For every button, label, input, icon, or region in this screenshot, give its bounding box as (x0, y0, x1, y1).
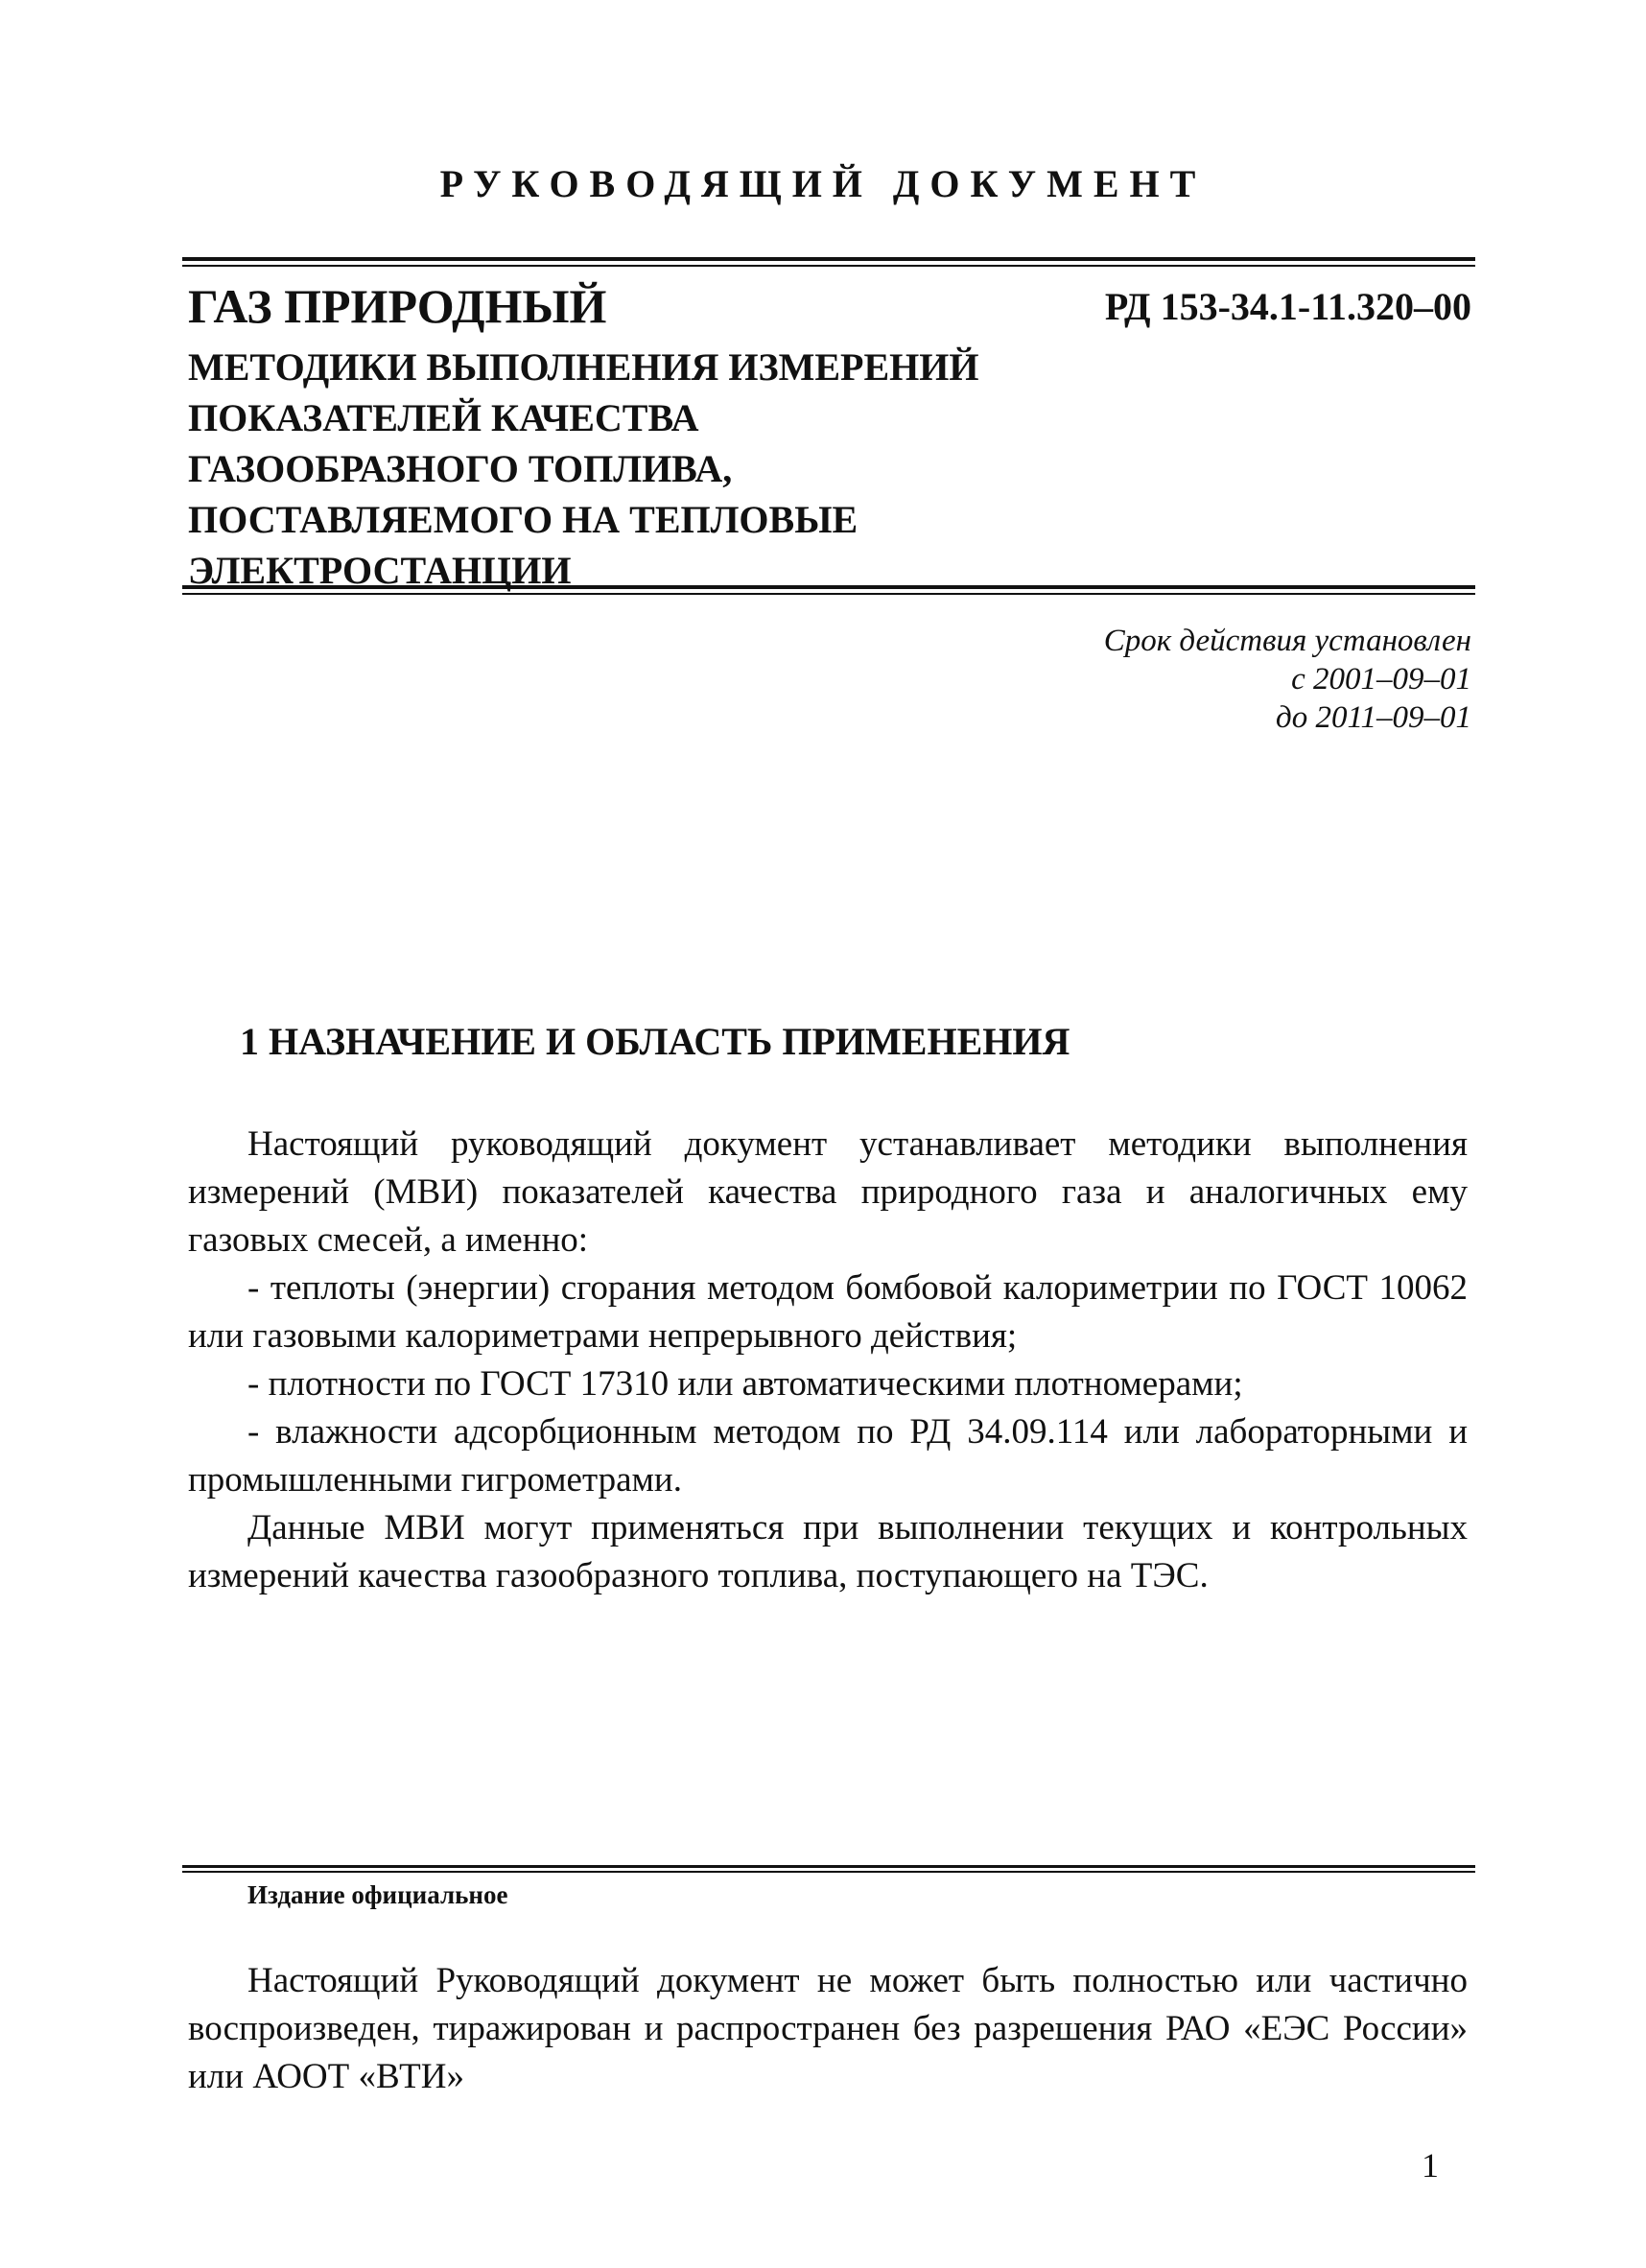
list-item: - влажности адсорбционным методом по РД 34.09.114 или лабораторными и промышленными гигрометрами. (188, 1412, 1468, 1500)
section-heading: 1 НАЗНАЧЕНИЕ И ОБЛАСТЬ ПРИМЕНЕНИЯ (240, 1020, 1070, 1063)
header-top-rule (182, 257, 1475, 267)
header-bottom-rule (182, 585, 1475, 595)
copyright-notice: Настоящий Руководящий документ не может быть полностью или частично воспроизведен, тиражирован и распространен без разрешения РАО «ЕЭС России» или АООТ «ВТИ» (188, 1961, 1468, 2096)
validity-label: Срок действия установлен (1103, 624, 1471, 658)
validity-period (1104, 622, 1471, 737)
validity-from: с 2001–09–01 (1291, 662, 1471, 697)
list-item: - плотности по ГОСТ 17310 или автоматическими плотномерами; (247, 1364, 1243, 1404)
subtitle-line: ГАЗООБРАЗНОГО ТОПЛИВА, (188, 447, 733, 490)
closing-paragraph: Данные МВИ могут применяться при выполнении текущих и контрольных измерений качества газообразного топлива, поступающего на ТЭС. (188, 1508, 1468, 1595)
document-code: РД 153-34.1-11.320–00 (1104, 285, 1471, 328)
subtitle-line: ПОСТАВЛЯЕМОГО НА ТЕПЛОВЫЕ (188, 498, 858, 541)
document-title: ГАЗ ПРИРОДНЫЙ (188, 279, 607, 333)
list-item: - теплоты (энергии) сгорания методом бомбовой калориметрии по ГОСТ 10062 или газовыми калориметрами непрерывного действия; (188, 1268, 1468, 1356)
validity-to: до 2011–09–01 (1276, 700, 1471, 735)
subtitle-line: ПОКАЗАТЕЛЕЙ КАЧЕСТВА (188, 396, 699, 439)
section-body (188, 1121, 1468, 1600)
document-subtitle (188, 342, 1147, 596)
document-type-heading: РУКОВОДЯЩИЙ ДОКУМЕНТ (439, 162, 1207, 205)
official-edition-label: Издание официальное (247, 1880, 508, 1909)
footer-rule (182, 1865, 1475, 1873)
subtitle-line: ЭЛЕКТРОСТАНЦИИ (188, 549, 572, 592)
page-number: 1 (1422, 2146, 1439, 2185)
intro-paragraph: Настоящий руководящий документ устанавливает методики выполнения измерений (МВИ) показателей качества природного газа и аналогичных ему газовых смесей, а именно: (188, 1124, 1468, 1260)
subtitle-line: МЕТОДИКИ ВЫПОЛНЕНИЯ ИЗМЕРЕНИЙ (188, 345, 979, 389)
